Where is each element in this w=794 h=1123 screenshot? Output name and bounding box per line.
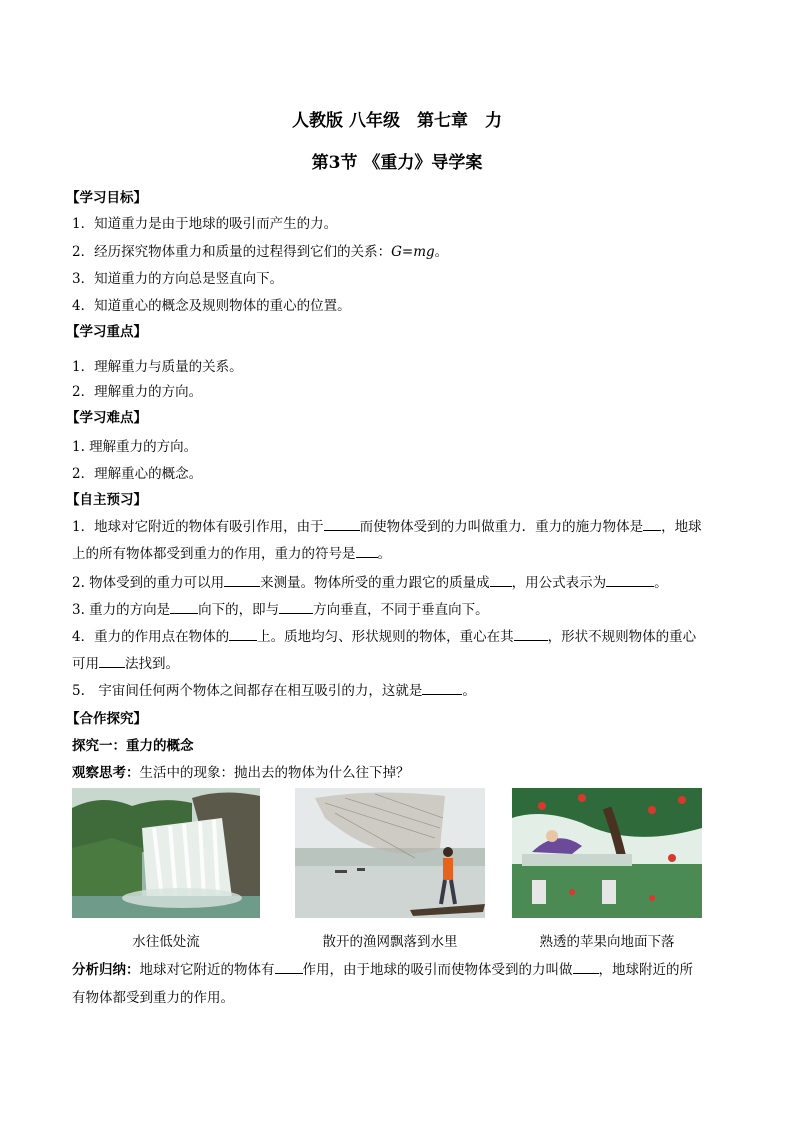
answer-blank[interactable] xyxy=(229,628,257,641)
answer-blank[interactable] xyxy=(422,682,462,695)
fishing-net-image xyxy=(295,788,485,918)
answer-blank[interactable] xyxy=(643,518,661,531)
answer-blank[interactable] xyxy=(99,655,125,668)
preview-question-1-cont: 上的所有物体都受到重力的作用，重力的符号是 。 xyxy=(72,546,391,562)
preview-question-4: 4．重力的作用点在物体的 上。质地均匀、形状规则的物体，重心在其 ，形状不规则物体的重心 xyxy=(72,629,697,645)
explore-title: 探究一：重力的概念 xyxy=(72,738,194,754)
cooperation-heading: 【合作探究】 xyxy=(66,711,147,727)
answer-blank[interactable] xyxy=(324,518,360,531)
waterfall-image xyxy=(72,788,260,918)
observe-line: 观察思考：生活中的现象：抛出去的物体为什么往下掉？ xyxy=(72,765,410,781)
section-title: 第3节 《重力》导学案 xyxy=(311,153,483,173)
preview-question-3: 3. 重力的方向是 向下的，即与 方向垂直，不同于垂直向下。 xyxy=(72,602,489,618)
answer-blank[interactable] xyxy=(490,574,512,587)
objective-item: 4．知道重心的概念及规则物体的重心的位置。 xyxy=(72,298,351,314)
apple-tree-image xyxy=(512,788,702,918)
preview-heading: 【自主预习】 xyxy=(66,492,147,508)
key-point-item: 2．理解重力的方向。 xyxy=(72,384,203,400)
formula: G=mg xyxy=(391,244,435,260)
answer-blank[interactable] xyxy=(606,574,654,587)
difficulty-item: 2．理解重心的概念。 xyxy=(72,466,203,482)
key-point-item: 1．理解重力与质量的关系。 xyxy=(72,359,243,375)
difficulty-item: 1. 理解重力的方向。 xyxy=(72,439,198,455)
objective-item: 2．经历探究物体重力和质量的过程得到它们的关系：G=mg。 xyxy=(72,244,449,260)
answer-blank[interactable] xyxy=(514,628,548,641)
answer-blank[interactable] xyxy=(573,961,599,974)
answer-blank[interactable] xyxy=(275,961,303,974)
answer-blank[interactable] xyxy=(356,545,378,558)
document-title: 人教版 八年级 第七章 力 xyxy=(292,111,502,131)
preview-question-1: 1．地球对它附近的物体有吸引作用，由于 而使物体受到的力叫做重力．重力的施力物体是 ，地球 xyxy=(72,519,702,535)
difficulties-heading: 【学习难点】 xyxy=(66,410,147,426)
answer-blank[interactable] xyxy=(170,601,198,614)
answer-blank[interactable] xyxy=(279,601,313,614)
preview-question-2: 2. 物体受到的重力可以用 来测量。物体所受的重力跟它的质量成 ，用公式表示为 。 xyxy=(72,575,668,591)
objectives-heading: 【学习目标】 xyxy=(66,190,147,206)
key-points-heading: 【学习重点】 xyxy=(66,324,147,340)
analysis-line-cont: 有物体都受到重力的作用。 xyxy=(72,990,234,1006)
analysis-line: 分析归纳：地球对它附近的物体有 作用，由于地球的吸引而使物体受到的力叫做 ，地球附近的所 xyxy=(72,962,693,978)
figure-caption: 熟透的苹果向地面下落 xyxy=(539,934,675,950)
answer-blank[interactable] xyxy=(224,574,260,587)
preview-question-5: 5. 宇宙间任何两个物体之间都存在相互吸引的力，这就是 。 xyxy=(72,683,476,699)
figure-caption: 水往低处流 xyxy=(132,934,200,950)
objective-item: 3．知道重力的方向总是竖直向下。 xyxy=(72,271,284,287)
preview-question-4-cont: 可用 法找到。 xyxy=(72,656,179,672)
figure-caption: 散开的渔网飘落到水里 xyxy=(322,934,458,950)
objective-item: 1．知道重力是由于地球的吸引而产生的力。 xyxy=(72,216,338,232)
